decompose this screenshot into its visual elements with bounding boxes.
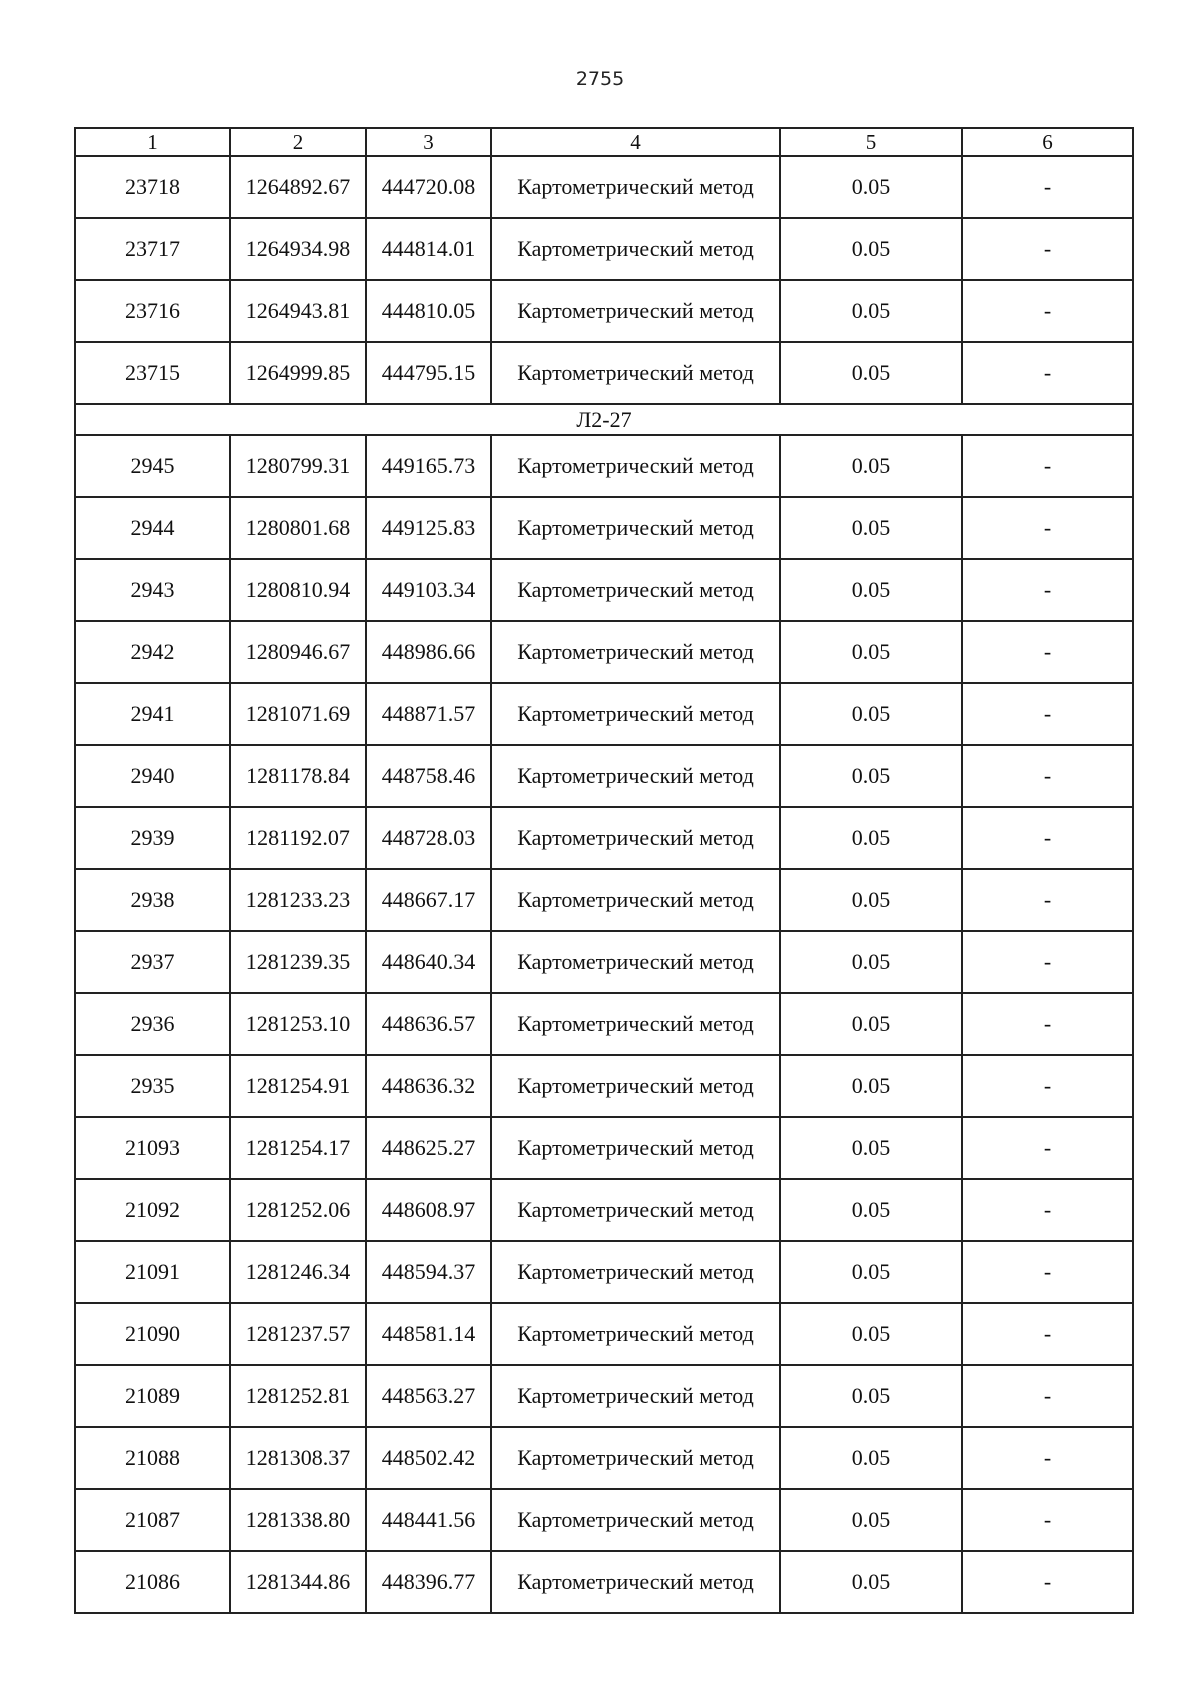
page-number: 2755 [575,68,625,90]
cell-point-number: 2942 [75,621,230,683]
cell-accuracy: 0.05 [780,621,962,683]
cell-note: - [962,1551,1133,1613]
cell-method: Картометрический метод [491,156,780,218]
cell-x-coordinate: 1264892.67 [230,156,366,218]
cell-accuracy: 0.05 [780,218,962,280]
table-row [75,1489,1133,1551]
cell-y-coordinate: 448563.27 [366,1365,491,1427]
cell-point-number: 2935 [75,1055,230,1117]
cell-x-coordinate: 1264999.85 [230,342,366,404]
cell-note: - [962,683,1133,745]
cell-accuracy: 0.05 [780,1179,962,1241]
cell-point-number: 2937 [75,931,230,993]
cell-accuracy: 0.05 [780,1551,962,1613]
cell-method: Картометрический метод [491,1427,780,1489]
cell-accuracy: 0.05 [780,683,962,745]
cell-y-coordinate: 448636.57 [366,993,491,1055]
cell-y-coordinate: 448441.56 [366,1489,491,1551]
cell-note: - [962,218,1133,280]
cell-method: Картометрический метод [491,1241,780,1303]
cell-method: Картометрический метод [491,993,780,1055]
column-header-6: 6 [962,128,1133,156]
column-header-4: 4 [491,128,780,156]
cell-method: Картометрический метод [491,497,780,559]
cell-y-coordinate: 448640.34 [366,931,491,993]
cell-point-number: 2938 [75,869,230,931]
cell-method: Картометрический метод [491,1179,780,1241]
cell-x-coordinate: 1280946.67 [230,621,366,683]
cell-point-number: 21092 [75,1179,230,1241]
cell-y-coordinate: 448728.03 [366,807,491,869]
table-row [75,156,1133,218]
table-row [75,497,1133,559]
cell-point-number: 2943 [75,559,230,621]
cell-accuracy: 0.05 [780,1489,962,1551]
cell-accuracy: 0.05 [780,807,962,869]
cell-accuracy: 0.05 [780,435,962,497]
cell-y-coordinate: 444720.08 [366,156,491,218]
cell-method: Картометрический метод [491,1489,780,1551]
cell-note: - [962,869,1133,931]
coordinates-table-body [75,128,1133,1613]
cell-x-coordinate: 1281237.57 [230,1303,366,1365]
cell-point-number: 21086 [75,1551,230,1613]
table-row [75,869,1133,931]
cell-y-coordinate: 444814.01 [366,218,491,280]
cell-x-coordinate: 1264934.98 [230,218,366,280]
cell-accuracy: 0.05 [780,1427,962,1489]
cell-y-coordinate: 448667.17 [366,869,491,931]
table-row [75,1365,1133,1427]
table-row [75,1117,1133,1179]
cell-method: Картометрический метод [491,342,780,404]
cell-note: - [962,1117,1133,1179]
cell-accuracy: 0.05 [780,1365,962,1427]
cell-point-number: 21093 [75,1117,230,1179]
cell-x-coordinate: 1280801.68 [230,497,366,559]
cell-accuracy: 0.05 [780,931,962,993]
cell-method: Картометрический метод [491,807,780,869]
cell-method: Картометрический метод [491,218,780,280]
table-row [75,1241,1133,1303]
cell-note: - [962,559,1133,621]
cell-y-coordinate: 448871.57 [366,683,491,745]
cell-note: - [962,342,1133,404]
cell-point-number: 2944 [75,497,230,559]
cell-x-coordinate: 1281071.69 [230,683,366,745]
cell-point-number: 2945 [75,435,230,497]
cell-x-coordinate: 1281252.81 [230,1365,366,1427]
cell-method: Картометрический метод [491,931,780,993]
cell-accuracy: 0.05 [780,156,962,218]
cell-y-coordinate: 448581.14 [366,1303,491,1365]
cell-note: - [962,1365,1133,1427]
table-row [75,993,1133,1055]
table-row [75,931,1133,993]
table-row [75,559,1133,621]
cell-y-coordinate: 448986.66 [366,621,491,683]
cell-x-coordinate: 1264943.81 [230,280,366,342]
cell-point-number: 23715 [75,342,230,404]
column-header-3: 3 [366,128,491,156]
cell-x-coordinate: 1281253.10 [230,993,366,1055]
cell-point-number: 21088 [75,1427,230,1489]
cell-x-coordinate: 1281252.06 [230,1179,366,1241]
cell-x-coordinate: 1281192.07 [230,807,366,869]
table-row [75,621,1133,683]
cell-y-coordinate: 448758.46 [366,745,491,807]
cell-accuracy: 0.05 [780,993,962,1055]
cell-accuracy: 0.05 [780,745,962,807]
cell-note: - [962,1241,1133,1303]
table-row [75,683,1133,745]
cell-x-coordinate: 1281254.17 [230,1117,366,1179]
cell-x-coordinate: 1281178.84 [230,745,366,807]
table-row [75,342,1133,404]
cell-method: Картометрический метод [491,435,780,497]
cell-accuracy: 0.05 [780,1241,962,1303]
cell-note: - [962,1179,1133,1241]
cell-y-coordinate: 448594.37 [366,1241,491,1303]
cell-method: Картометрический метод [491,683,780,745]
cell-method: Картометрический метод [491,1055,780,1117]
cell-y-coordinate: 448502.42 [366,1427,491,1489]
table-row [75,807,1133,869]
cell-y-coordinate: 449165.73 [366,435,491,497]
cell-note: - [962,1055,1133,1117]
cell-x-coordinate: 1281239.35 [230,931,366,993]
cell-method: Картометрический метод [491,1303,780,1365]
cell-method: Картометрический метод [491,621,780,683]
cell-method: Картометрический метод [491,280,780,342]
cell-accuracy: 0.05 [780,342,962,404]
cell-note: - [962,156,1133,218]
cell-point-number: 21087 [75,1489,230,1551]
column-header-2: 2 [230,128,366,156]
coordinates-table [74,127,1134,1614]
cell-x-coordinate: 1281344.86 [230,1551,366,1613]
cell-note: - [962,745,1133,807]
cell-x-coordinate: 1281246.34 [230,1241,366,1303]
section-row [75,404,1133,435]
table-row [75,1055,1133,1117]
cell-method: Картометрический метод [491,1117,780,1179]
cell-y-coordinate: 449125.83 [366,497,491,559]
cell-method: Картометрический метод [491,1365,780,1427]
cell-x-coordinate: 1281338.80 [230,1489,366,1551]
cell-note: - [962,1427,1133,1489]
column-header-1: 1 [75,128,230,156]
cell-note: - [962,931,1133,993]
cell-accuracy: 0.05 [780,869,962,931]
cell-note: - [962,497,1133,559]
cell-point-number: 2940 [75,745,230,807]
column-header-5: 5 [780,128,962,156]
cell-y-coordinate: 448625.27 [366,1117,491,1179]
cell-y-coordinate: 448608.97 [366,1179,491,1241]
cell-note: - [962,807,1133,869]
cell-method: Картометрический метод [491,559,780,621]
cell-y-coordinate: 448396.77 [366,1551,491,1613]
cell-note: - [962,280,1133,342]
cell-accuracy: 0.05 [780,1303,962,1365]
table-header-row [75,128,1133,156]
cell-note: - [962,435,1133,497]
cell-note: - [962,993,1133,1055]
cell-y-coordinate: 449103.34 [366,559,491,621]
cell-point-number: 23718 [75,156,230,218]
cell-note: - [962,1303,1133,1365]
section-title: Л2-27 [75,404,1133,435]
cell-accuracy: 0.05 [780,497,962,559]
table-row [75,218,1133,280]
cell-y-coordinate: 444810.05 [366,280,491,342]
cell-y-coordinate: 444795.15 [366,342,491,404]
cell-point-number: 2941 [75,683,230,745]
cell-point-number: 21090 [75,1303,230,1365]
cell-method: Картометрический метод [491,869,780,931]
cell-point-number: 21089 [75,1365,230,1427]
cell-point-number: 23717 [75,218,230,280]
cell-x-coordinate: 1280799.31 [230,435,366,497]
cell-x-coordinate: 1281233.23 [230,869,366,931]
cell-accuracy: 0.05 [780,559,962,621]
table-row [75,1303,1133,1365]
cell-x-coordinate: 1280810.94 [230,559,366,621]
cell-method: Картометрический метод [491,1551,780,1613]
cell-y-coordinate: 448636.32 [366,1055,491,1117]
cell-note: - [962,621,1133,683]
table-row [75,435,1133,497]
cell-accuracy: 0.05 [780,280,962,342]
cell-method: Картометрический метод [491,745,780,807]
cell-point-number: 23716 [75,280,230,342]
table-row [75,1179,1133,1241]
cell-accuracy: 0.05 [780,1117,962,1179]
cell-x-coordinate: 1281254.91 [230,1055,366,1117]
table-row [75,1427,1133,1489]
cell-note: - [962,1489,1133,1551]
table-row [75,280,1133,342]
table-row [75,1551,1133,1613]
cell-point-number: 2936 [75,993,230,1055]
cell-x-coordinate: 1281308.37 [230,1427,366,1489]
table-row [75,745,1133,807]
cell-point-number: 2939 [75,807,230,869]
cell-accuracy: 0.05 [780,1055,962,1117]
cell-point-number: 21091 [75,1241,230,1303]
